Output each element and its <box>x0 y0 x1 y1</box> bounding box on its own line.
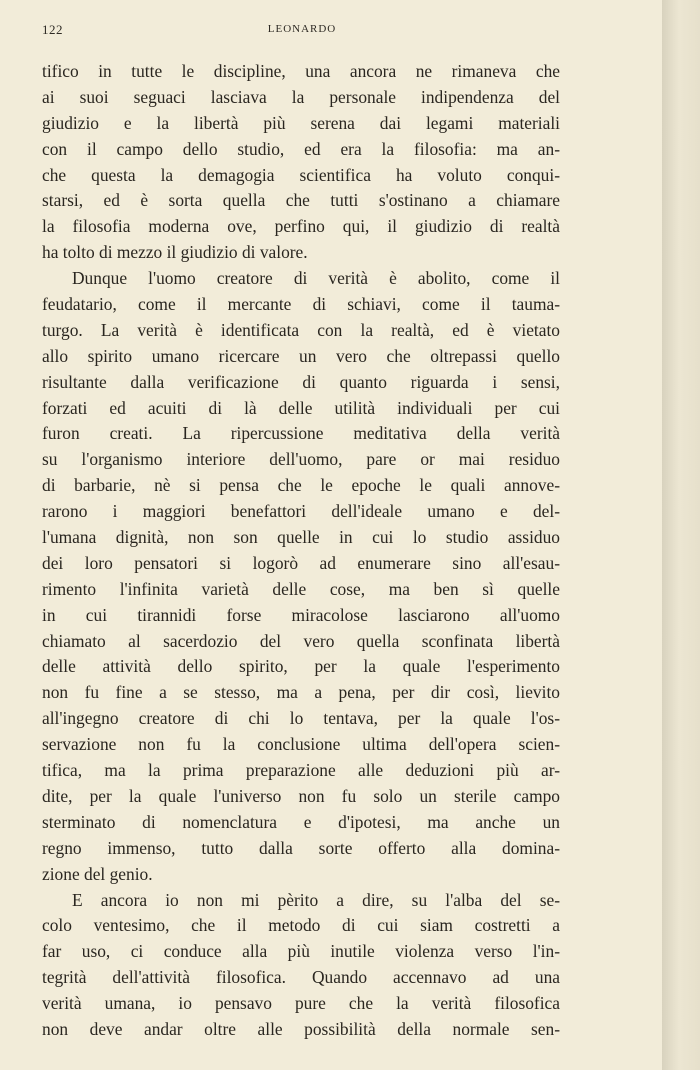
text-line: che questa la demagogia scientifica ha voluto conqui- <box>42 164 560 185</box>
text-line: regno immenso, tutto dalla sorte offerto alla domina- <box>42 837 560 858</box>
text-line: risultante dalla verificazione di quanto riguarda i sensi, <box>42 371 560 392</box>
text-line: dite, per la quale l'universo non fu solo un sterile campo <box>42 785 560 806</box>
text-line: allo spirito umano ricercare un vero che oltrepassi quello <box>42 345 560 366</box>
running-head: LEONARDO <box>267 23 337 35</box>
text-line: delle attività dello spirito, per la quale l'esperimento <box>42 656 560 677</box>
text-line: di barbarie, nè si pensa che le epoche le quali annove- <box>42 475 560 496</box>
text-line: colo ventesimo, che il metodo di cui siam costretti a <box>42 915 560 936</box>
text-line: zione del genio. <box>42 863 153 884</box>
text-line: far uso, ci conduce alla più inutile violenza verso l'in- <box>42 941 560 962</box>
text-line: con il campo dello studio, ed era la filosofia: ma an- <box>42 138 560 159</box>
text-line: forzati ed acuiti di là delle utilità individuali per cui <box>42 397 560 418</box>
text-line: chiamato al sacerdozio del vero quella sconfinata libertà <box>42 630 560 651</box>
text-line: all'ingegno creatore di chi lo tentava, per la quale l'os- <box>42 708 560 729</box>
page-header <box>42 22 562 40</box>
text-line: sterminato di nomenclatura e d'ipotesi, ma anche un <box>42 811 560 832</box>
page-number: 122 <box>42 22 63 37</box>
text-line: ai suoi seguaci lasciava la personale indipendenza del <box>42 86 560 107</box>
text-line: in cui tirannidi forse miracolose lasciarono all'uomo <box>42 604 560 625</box>
text-line: verità umana, io pensavo pure che la verità filosofica <box>42 993 560 1014</box>
text-line: feudatario, come il mercante di schiavi, come il tauma- <box>42 294 560 315</box>
text-line: la filosofia moderna ove, perfino qui, il giudizio di realtà <box>42 216 560 237</box>
text-line: starsi, ed è sorta quella che tutti s'ostinano a chiamare <box>42 190 560 211</box>
text-line: giudizio e la libertà più serena dai legami materiali <box>42 112 560 133</box>
text-line: tifica, ma la prima preparazione alle deduzioni più ar- <box>42 760 560 781</box>
text-line: non deve andar oltre alle possibilità della normale sen- <box>42 1018 560 1039</box>
text-line: l'umana dignità, non son quelle in cui lo studio assiduo <box>42 527 560 548</box>
page-edge <box>662 0 700 1070</box>
text-line: Dunque l'uomo creatore di verità è abolito, come il <box>72 268 560 289</box>
text-line: rimento l'infinita varietà delle cose, ma ben sì quelle <box>42 578 560 599</box>
text-line: furon creati. La ripercussione meditativa della verità <box>42 423 560 444</box>
text-line: ha tolto di mezzo il giudizio di valore. <box>42 242 308 263</box>
text-line: servazione non fu la conclusione ultima dell'opera scien- <box>42 734 560 755</box>
text-line: dei loro pensatori si logorò ad enumerare sino all'esau- <box>42 552 560 573</box>
body-text <box>42 59 560 1043</box>
text-line: tegrità dell'attività filosofica. Quando accennavo ad una <box>42 967 560 988</box>
text-line: rarono i maggiori benefattori dell'ideale umano e del- <box>42 501 560 522</box>
text-line: E ancora io non mi pèrito a dire, su l'alba del se- <box>72 889 560 910</box>
text-line: tifico in tutte le discipline, una ancora ne rimaneva che <box>42 61 560 81</box>
text-line: turgo. La verità è identificata con la realtà, ed è vietato <box>42 319 560 340</box>
text-line: non fu fine a se stesso, ma a pena, per dir così, lievito <box>42 682 560 703</box>
text-line: su l'organismo interiore dell'uomo, pare or mai residuo <box>42 449 560 470</box>
